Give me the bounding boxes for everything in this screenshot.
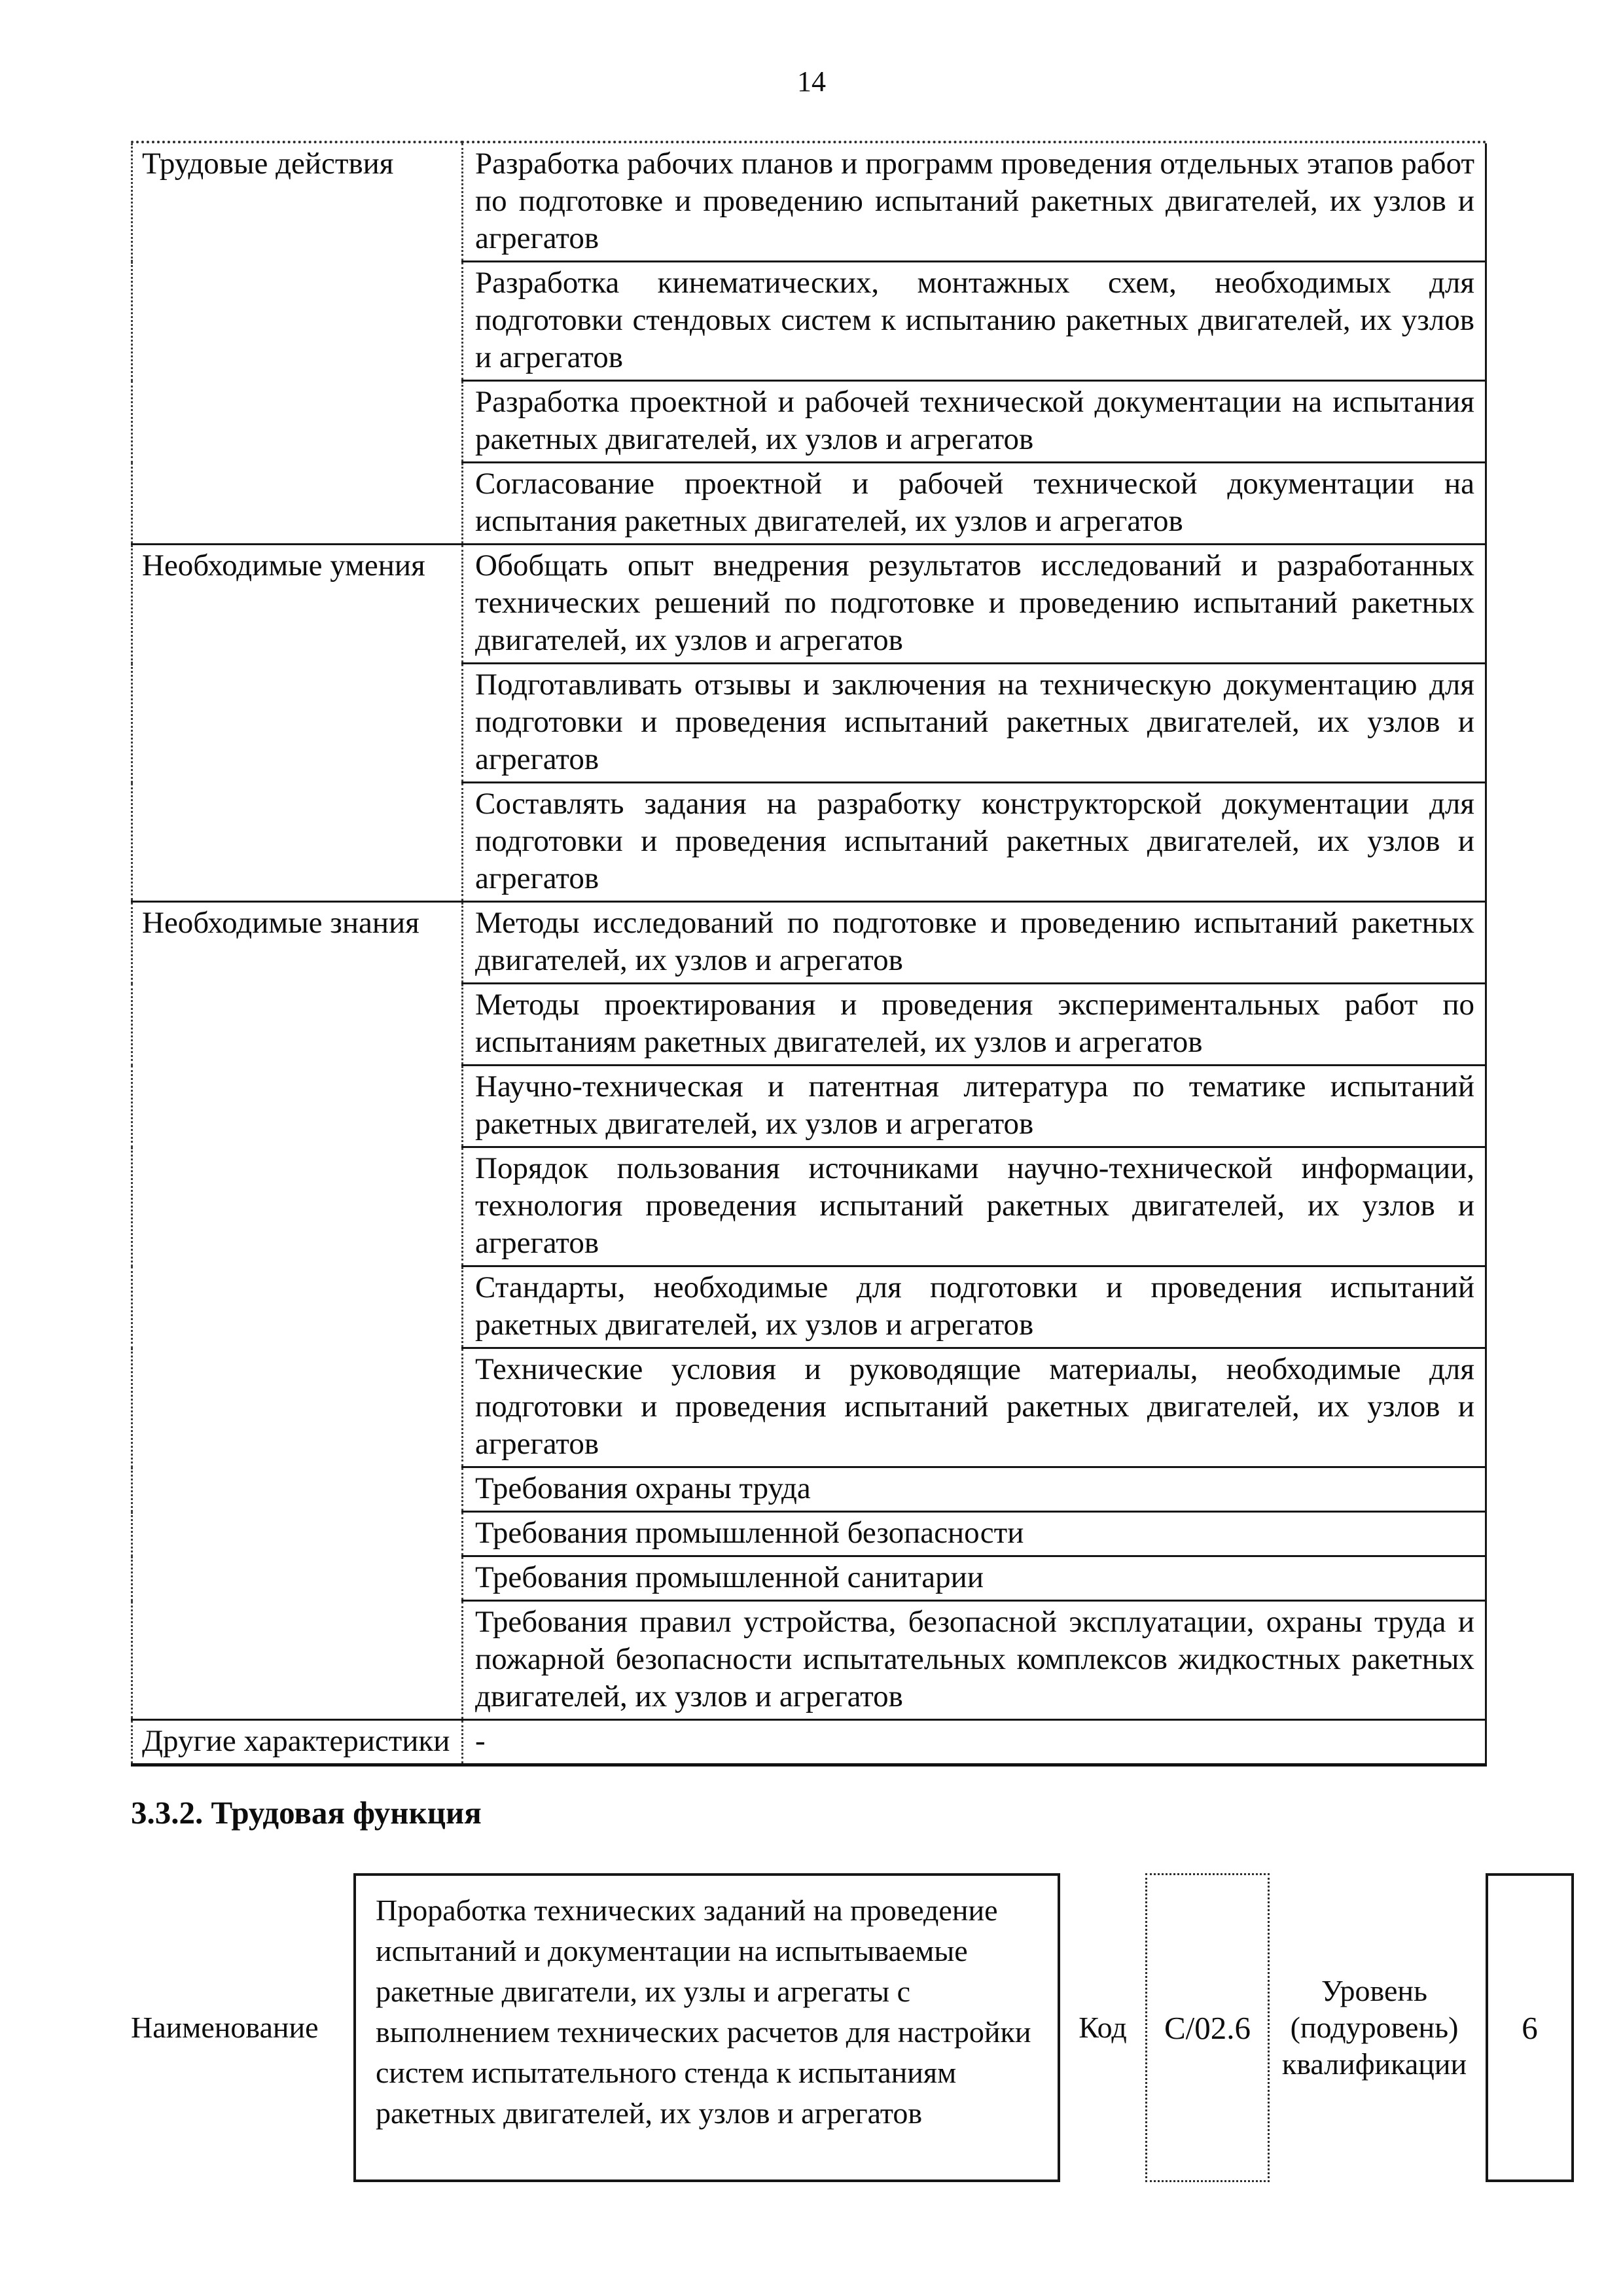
labor-action-item: Разработка проектной и рабочей технической документации на испытания ракетных двигателей, их узлов и агрегатов [463, 381, 1486, 463]
section-heading: 3.3.2. Трудовая функция [131, 1795, 482, 1831]
label-required-knowledge: Необходимые знания [132, 902, 463, 1720]
labor-action-item: Согласование проектной и рабочей технической документации на испытания ракетных двигателей, их узлов и агрегатов [463, 463, 1486, 545]
required-knowledge-item: Требования охраны труда [463, 1467, 1486, 1512]
function-code-label: Код [1079, 2011, 1127, 2044]
required-knowledge-item: Требования промышленной санитарии [463, 1556, 1486, 1601]
label-other-characteristics: Другие характеристики [132, 1720, 463, 1765]
function-code-cell: С/02.6 [1145, 1873, 1270, 2182]
required-knowledge-item: Методы проектирования и проведения экспериментальных работ по испытаниям ракетных двигателей, их узлов и агрегатов [463, 984, 1486, 1066]
labor-function-spec-table [131, 141, 1487, 1767]
required-skill-item: Обобщать опыт внедрения результатов исследований и разработанных технических решений по подготовке и проведению испытаний ракетных двигателей, их узлов и агрегатов [463, 545, 1486, 664]
labor-action-item: Разработка кинематических, монтажных схем, необходимых для подготовки стендовых систем к испытанию ракетных двигателей, их узлов и агрегатов [463, 262, 1486, 381]
table-row [132, 142, 1486, 262]
required-knowledge-item: Научно-техническая и патентная литература по тематике испытаний ракетных двигателей, их узлов и агрегатов [463, 1066, 1486, 1147]
required-knowledge-item: Требования промышленной безопасности [463, 1512, 1486, 1556]
required-knowledge-item: Стандарты, необходимые для подготовки и проведения испытаний ракетных двигателей, их узлов и агрегатов [463, 1266, 1486, 1348]
required-knowledge-item: Требования правил устройства, безопасной эксплуатации, охраны труда и пожарной безопасности испытательных комплексов жидкостных ракетных двигателей, их узлов и агрегатов [463, 1601, 1486, 1720]
page-number: 14 [797, 65, 826, 98]
required-skill-item: Подготавливать отзывы и заключения на техническую документацию для подготовки и проведения испытаний ракетных двигателей, их узлов и агрегатов [463, 664, 1486, 783]
label-required-skills: Необходимые умения [132, 545, 463, 902]
qualification-level-label: Уровень (подуровень) квалификации [1281, 1974, 1467, 2081]
required-knowledge-item: Порядок пользования источниками научно-технической информации, технология проведения испытаний ракетных двигателей, их узлов и агрегатов [463, 1147, 1486, 1266]
table-row [132, 1720, 1486, 1765]
required-skill-item: Составлять задания на разработку конструкторской документации для подготовки и проведения испытаний ракетных двигателей, их узлов и агрегатов [463, 783, 1486, 902]
labor-function-header-table [131, 1873, 1574, 2182]
table-row [132, 545, 1486, 664]
required-knowledge-item: Методы исследований по подготовке и проведению испытаний ракетных двигателей, их узлов и агрегатов [463, 902, 1486, 984]
qualification-level-cell: 6 [1486, 1873, 1574, 2182]
labor-action-item: Разработка рабочих планов и программ проведения отдельных этапов работ по подготовке и проведению испытаний ракетных двигателей, их узлов и агрегатов [463, 142, 1486, 262]
required-knowledge-item: Технические условия и руководящие материалы, необходимые для подготовки и проведения испытаний ракетных двигателей, их узлов и агрегатов [463, 1348, 1486, 1467]
label-labor-actions: Трудовые действия [132, 142, 463, 545]
function-name-label: Наименование [131, 2011, 319, 2044]
table-row [132, 902, 1486, 984]
other-characteristics-value: - [463, 1720, 1486, 1765]
function-name-cell: Проработка технических заданий на проведение испытаний и документации на испытываемые ракетные двигатели, их узлы и агрегаты с выполнением технических расчетов для настройки систем испытательного стенда к испытаниям ракетных двигателей, их узлов и агрегатов [353, 1873, 1060, 2182]
